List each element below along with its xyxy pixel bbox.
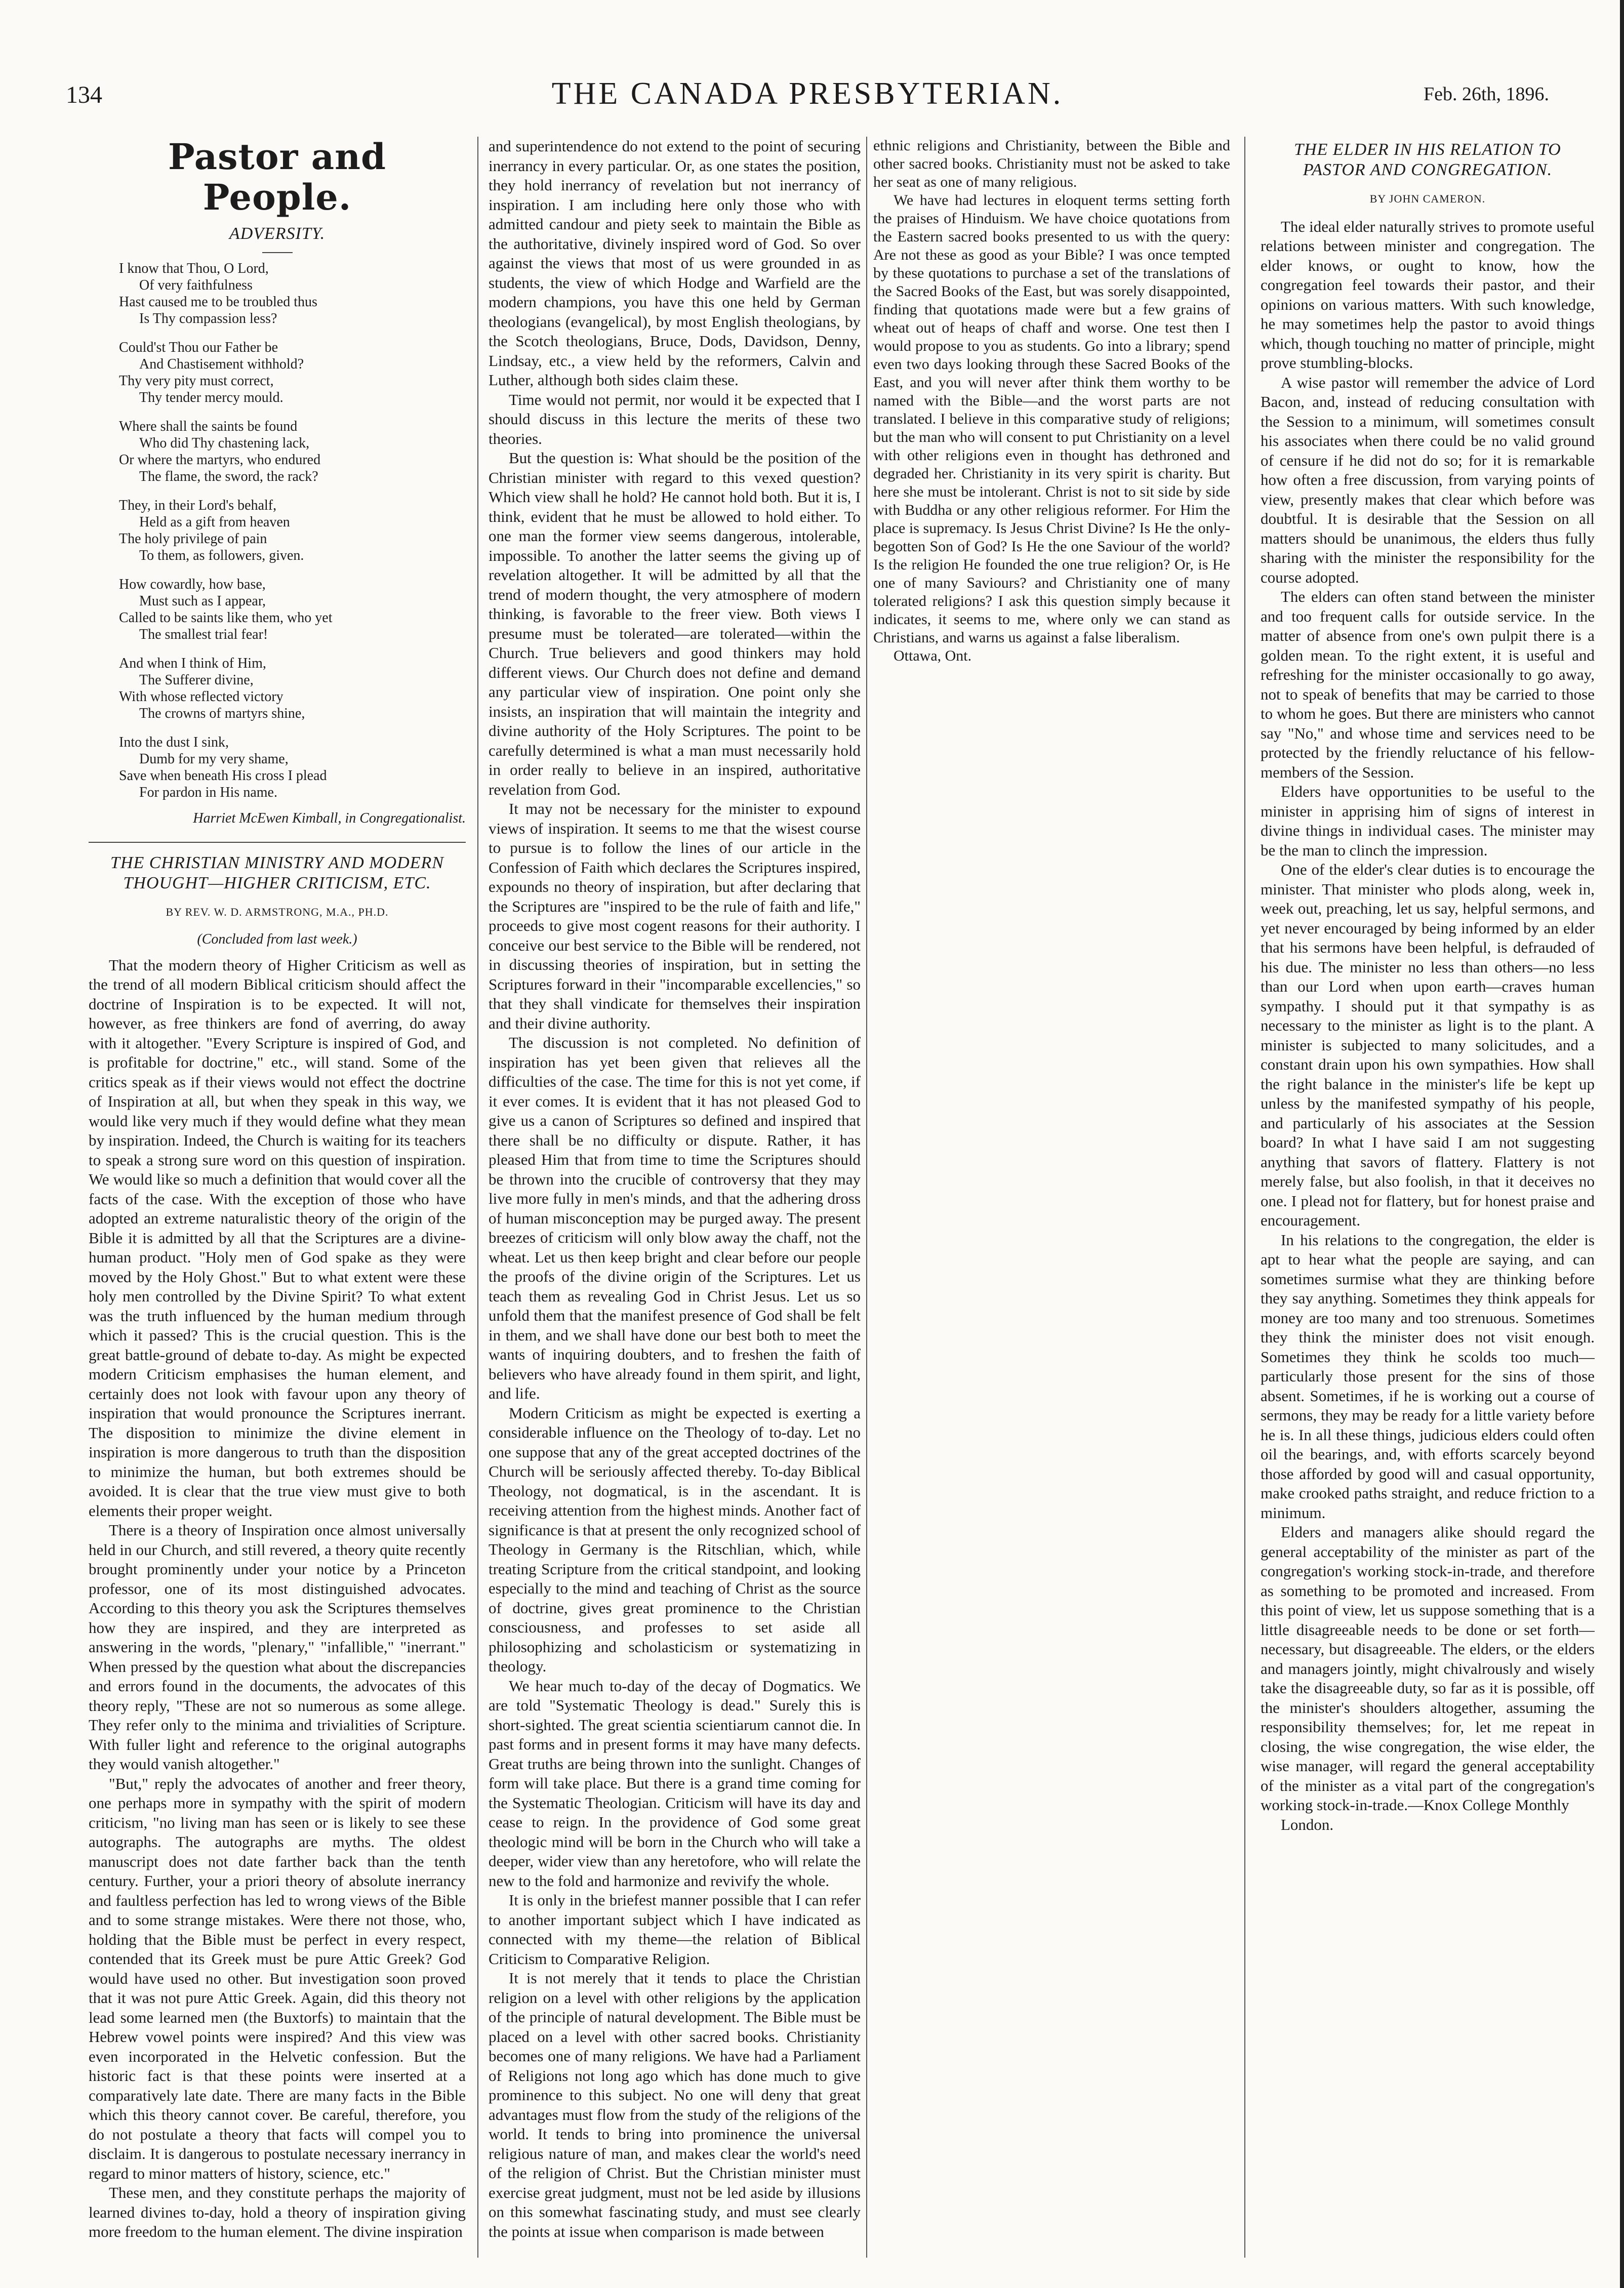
poem-line: The flame, the sword, the rack? — [139, 469, 318, 484]
poem-title: ADVERSITY. — [229, 224, 326, 243]
paragraph: ethnic religions and Christianity, between the Bible and other sacred books. Christianity must not be asked to take her seat as one of many religious. — [873, 137, 1230, 190]
poem-line: Thy tender mercy mould. — [139, 390, 283, 405]
poem-credit: Harriet McEwen Kimball, in Congregationalist. — [193, 810, 466, 826]
page-binding-edge — [1620, 0, 1624, 2288]
poem-line: Could'st Thou our Father be — [119, 340, 278, 355]
poem-line: The Sufferer divine, — [139, 672, 254, 688]
poem-line: And Chastisement withhold? — [139, 356, 304, 372]
column-rule — [866, 137, 867, 2258]
page-header — [66, 76, 1549, 121]
paragraph: "But," reply the advocates of another and freer theory, one perhaps more in sympathy with the spirit of modern criticism, "no living man has seen or is likely to see these autographs. The autographs are myths. The oldest manuscript does not date farther back than the tenth century. Further, your a priori theory of absolute inerrancy and faultless perfection has led to wrong views of the Bible and to some strange mistakes. Were there not those, who, holding that the Bible must be perfect in every respect, contended that its Greek must be pure Attic Greek? God would have used no other. But investigation soon proved that it was not pure Attic Greek. Again, did this theory not lead some learned men (the Buxtorfs) to maintain that the Hebrew vowel points were inspired? And this view was even incorporated in the Helvetic confession. But the historic fact is that these points were inserted at a comparatively late date. There are many facts in the Bible which this theory cannot cover. Be careful, therefore, you do not postulate a theory that facts will compel you to disclaim. It is dangerous to postulate necessary inerrancy in regard to minor matters of history, science, etc." — [89, 1774, 466, 2182]
department-heading: Pastor and People. — [168, 137, 386, 218]
paragraph: It is only in the briefest manner possible that I can refer to another important subject which I have indicated as connected with my theme—the relation of Biblical Criticism to Comparative Religion. — [489, 1891, 861, 1968]
poem-line: The crowns of martyrs shine, — [139, 706, 305, 721]
column-1 — [89, 137, 466, 2258]
paragraph: The ideal elder naturally strives to promote useful relations between minister and congregation. The elder knows, or ought to know, how the congregation feel towards their pastor, and their opinions on various matters. With such knowledge, he may sometimes help the pastor to avoid things which, though touching no matter of principle, might prove stumbling-blocks. — [1261, 217, 1595, 372]
poem-line: For pardon in His name. — [139, 785, 277, 800]
poem-line: How cowardly, how base, — [119, 577, 266, 592]
article-byline: BY JOHN CAMERON. — [1369, 192, 1486, 205]
poem-line: They, in their Lord's behalf, — [119, 498, 277, 513]
paragraph: We hear much to-day of the decay of Dogmatics. We are told "Systematic Theology is dead." Surely this is short-sighted. The great scientia scientiarum cannot die. In past forms and in present forms it may have many defects. Great truths are being thrown into the sunlight. Changes of form will take place. But there is a grand time coming for the Systematic Theologian. Criticism will have its day and cease to reign. In the providence of God some great theologic mind will be born in the Church who will take a deeper, wider view than any heretofore, who will relate the new to the fold and harmonize and revivify the whole. — [489, 1677, 861, 1890]
paragraph: and superintendence do not extend to the point of securing inerrancy in every particular. Or, as one states the position, they hold inerrancy of revelation but not inerrancy of inspiration. I am including here only those who with admitted candour and piety seek to maintain the Bible as the authoritative, divinely inspired word of God. So over against the views that most of us were grounded in as students, the view of which Hodge and Warfield are the modern champions, you have this one held by German theologians (evangelical), by most English theologians, by the Scotch theologians, Bruce, Dods, Davidson, Denny, Lindsay, etc., a view held by the reformers, Calvin and Luther, although both sides claim these. — [489, 137, 861, 389]
poem-stanza — [89, 734, 466, 801]
article-text — [873, 137, 1230, 665]
paragraph: The elders can often stand between the minister and too frequent calls for outside service. In the matter of absence from one's own pulpit there is a golden mean. To the right extent, it is useful and refreshing for the minister occasionally to go away, not to speak of benefits that may be carried to those to whom he goes. But there are ministers who cannot say "No," and whose time and services need to be protected by the friendly reluctance of his fellow-members of the Session. — [1261, 588, 1595, 781]
divider — [89, 842, 466, 843]
paragraph: Elders and managers alike should regard the general acceptability of the minister as part of the congregation's working stock-in-trade, and therefore as something to be promoted and increased. From this point of view, let us suppose something that is a little disagreeable needs to be done or set forth—necessary, but disagreeable. The elders, or the elders and managers jointly, might chivalrously and wisely take the disagreeable duty, so far as it is possible, off the minister's shoulders altogether, assuming the responsibility themselves; for, let me repeat in closing, the wise congregation, the wise elder, the wise manager, will regard the general acceptability of the minister as a vital part of the congregation's working stock-in-trade.—Knox College Monthly — [1261, 1523, 1595, 1814]
newspaper-title: THE CANADA PRESBYTERIAN. — [551, 76, 1064, 111]
poem-line: Called to be saints like them, who yet — [119, 610, 333, 626]
divider — [262, 252, 293, 253]
paragraph: It is not merely that it tends to place the Christian religion on a level with other religions by the application of the principle of natural development. The Bible must be placed on a level with other sacred books. Christianity becomes one of many religions. We have had a Parliament of Religions not long ago which has done much to give prominence to this subject. No one will deny that great advantages must flow from the study of the religions of the world. It tends to bring into prominence the universal religious nature of man, and makes clear the world's need of the religion of Christ. But the Christian minister must exercise great judgment, must not be led aside by illusions on this somewhat fascinating study, and must see clearly the points at issue when comparison is made between — [489, 1969, 861, 2240]
paragraph: The discussion is not completed. No definition of inspiration has yet been given that relieves all the difficulties of the case. The time for this is not yet come, if it ever comes. It is evident that it has not pleased God to give us a canon of Scriptures so defined and inspired that there shall be no difficulty or dispute. Rather, it has pleased Him that from time to time the Scriptures should be thrown into the crucible of controversy that they may live more fully in men's minds, and that the adhering dross of human misconception may be purged away. The present breezes of criticism will only blow away the chaff, not the wheat. Let us then keep bright and clear before our people the proofs of the divine origin of the Scriptures. Let us teach them as revealing God in Christ Jesus. Let us so unfold them that the manifest presence of God shall be felt in them, and we shall have done our best both to meet the wants of inquiring doubters, and to freshen the faith of believers who have already found in them spirit, and light, and life. — [489, 1034, 861, 1402]
continuation-note: (Concluded from last week.) — [197, 931, 357, 947]
paragraph: Time would not permit, nor would it be expected that I should discuss in this lecture the merits of these two theories. — [489, 390, 861, 447]
page-number: 134 — [66, 81, 102, 108]
poem-stanza — [89, 260, 466, 327]
article-title: THE CHRISTIAN MINISTRY AND MODERN THOUGHT—HIGHER CRITICISM, ETC. — [110, 853, 444, 892]
poem-line: With whose reflected victory — [119, 689, 283, 705]
paragraph: It may not be necessary for the minister to expound views of inspiration. It seems to me that the wisest course to pursue is to follow the lines of our article in the Confession of Faith which declares the Scriptures inspired, expounds no theory of inspiration, but after declaring that the Scriptures are "inspired to be the rule of faith and life," proceeds to give most cogent reasons for their authority. I conceive our best service to the Bible will be rendered, not in discussing theories of inspiration, but in setting the Scriptures forward in their "incomparable excellencies," so that they shall vindicate for themselves their inspiration and their divine authority. — [489, 800, 861, 1032]
poem-line: Held as a gift from heaven — [139, 514, 290, 530]
paragraph: There is a theory of Inspiration once almost universally held in our Church, and still revered, a theory quite recently brought prominently under your notice by a Princeton professor, one of its most distinguished advocates. According to this theory you ask the Scriptures themselves how they are inspired, and they are interpreted as answering in the words, "plenary," "infallible," "inerrant." When pressed by the question what about the discrepancies and errors found in the documents, the advocates of this theory reply, "These are not so numerous as some allege. They refer only to the minima and trivialities of Scripture. With fuller light and reference to the original autographs they would vanish altogether." — [89, 1521, 466, 1773]
paragraph: In his relations to the congregation, the elder is apt to hear what the people are saying, and can sometimes surmise what they are thinking before they say anything. Sometimes they think appeals for money are too many and too strenuous. Sometimes they think the minister does not visit enough. Sometimes they think he scolds too much—particularly those present for the sins of those absent. Sometimes, if he is working out a course of sermons, they may be ready for a little variety before he is. In all these things, judicious elders could often oil the bearings, and, with efforts scarcely beyond those afforded by good will and casual opportunity, make crooked paths straight, and reduce friction to a minimum. — [1261, 1231, 1595, 1522]
poem-line: The holy privilege of pain — [119, 531, 267, 547]
poem-stanza — [89, 339, 466, 406]
paragraph: Elders have opportunities to be useful to the minister in apprising him of signs of interest in divine things in individual cases. The minister may be the man to clinch the impression. — [1261, 783, 1595, 859]
poem-stanza — [89, 576, 466, 643]
poem-line: I know that Thou, O Lord, — [119, 261, 269, 276]
paragraph: But the question is: What should be the position of the Christian minister with regard to this vexed question? Which view shall he hold? He cannot hold both. But it is, I think, evident that he must be allowed to hold either. To one man the former view seems dangerous, intolerable, impossible. To another the latter seems the giving up of revelation altogether. It will be admitted by all that the trend of modern thought, the very atmosphere of modern thinking, is favorable to the freer view. Both views I presume must be tolerated—are tolerated—within the Church. True believers and good thinkers may hold different views. Our Church does not define and demand any particular view of inspiration. One point only she insists, an inspiration that will maintain the integrity and divine authority of the Holy Scriptures. The point to be carefully determined is what a man must necessarily hold in order really to believe in an inspired, authoritative revelation from God. — [489, 449, 861, 798]
poem-line: Must such as I appear, — [139, 593, 266, 609]
poem-body — [89, 260, 466, 801]
paragraph: One of the elder's clear duties is to encourage the minister. That minister who plods along, week in, week out, preaching, let us say, helpful sermons, and yet never encouraged by being informed by an elder that his sermons have been helpful, is defrauded of his due. The minister no less than others—no less than our Lord when upon earth—craves human sympathy. I should put it that sympathy is as necessary to the minister as light is to the plant. A minister is subjected to many solicitudes, and a constant drain upon his own sympathies. How shall the right balance in the minister's life be kept up unless by the manifested sympathy of his people, and particularly of his associates at the Session board? In what I have said I am not suggesting anything that savors of flattery. Flattery is not merely false, but also foolish, in that it deceives no one. I plead not for flattery, but for honest praise and encouragement. — [1261, 861, 1595, 1229]
poem-stanza — [89, 497, 466, 564]
column-4 — [1261, 137, 1595, 2258]
column-rule — [1244, 137, 1245, 2258]
poem-stanza — [89, 418, 466, 485]
column-2 — [489, 137, 861, 2258]
article-place: London. — [1281, 1815, 1334, 1833]
poem-line: Thy very pity must correct, — [119, 373, 274, 389]
paragraph: Modern Criticism as might be expected is exerting a considerable influence on the Theology of to-day. Let no one suppose that any of the great accepted doctrines of the Church will be seriously affected thereby. To-day Biblical Theology, not dogmatical, is in the ascendant. It is receiving attention from the highest minds. Another fact of significance is that at present the only recognized school of Theology in Germany is the Ritschlian, which, while treating Scripture from the critical standpoint, and looking especially to the mind and teaching of Christ as the source of doctrine, gives great prominence to the Christian consciousness, and professes to set aside all philosophizing and scholasticism or systematizing in theology. — [489, 1404, 861, 1675]
poem-line: Of very faithfulness — [139, 277, 253, 293]
poem-line: To them, as followers, given. — [139, 548, 304, 563]
article-text — [89, 956, 466, 2242]
paragraph: That the modern theory of Higher Criticism as well as the trend of all modern Biblical criticism should affect the doctrine of Inspiration is to be expected. It will not, however, as free thinkers are fond of averring, do away with it altogether. "Every Scripture is inspired of God, and is profitable for doctrine," etc., will stand. Some of the critics speak as if their views would not effect the doctrine of Inspiration at all, but when they speak in this way, we would like very much if they would define what they mean by inspiration. Indeed, the Church is waiting for its teachers to speak a strong sure word on this question of inspiration. We would like so much a definition that would cover all the facts of the case. With the exception of those who have adopted an extreme naturalistic theory of the origin of the Bible it is admitted by all that the Scriptures are a divine-human product. "Holy men of God spake as they were moved by the Holy Ghost." But to what extent were these holy men controlled by the Divine Spirit? To what extent was the truth influenced by the human medium through which it passed? This is the crucial question. This is the great battle-ground of debate to-day. As might be expected modern Criticism emphasises the human element, and certainly does not look with favour upon any theory of inspiration that would pronounce the Scriptures inerrant. The disposition to minimize the divine element in inspiration is more dangerous to truth than the disposition to minimize the human, but both extremes should be avoided. It is clear that the true view must give to both elements their proper weight. — [89, 956, 466, 1520]
paragraph: We have had lectures in eloquent terms setting forth the praises of Hinduism. We have choice quotations from the Eastern sacred books presented to us with the query: Are not these as good as your Bible? I was once tempted by these quotations to purchase a set of the translations of the Sacred Books of the East, but was sorely disappointed, finding that quotations made were but a few grains of wheat out of heaps of chaff and worse. One test then I would propose to you as students. Go into a library; spend even two days looking through these Sacred Books of the East, and you will never after think them worthy to be named with the Bible—and the worst parts are not translated. I believe in this comparative study of religions; but the man who will consent to put Christianity on a level with other religions even in thought has dethroned and degraded her. Christianity in its very spirit is charity. But here she must be intolerant. Christ is not to sit side by side with Buddha or any other religious reformer. For Him the place is supremacy. Is Jesus Christ Divine? Is He the only-begotten Son of God? Is He the one Saviour of the world? Is the religion He founded the one true religion? Or, is He one of many Saviours? and Christianity one of many tolerated religions? I ask this question simply because it indicates, it seems to me, where only we can stand as Christians, and warns us against a false liberalism. — [873, 192, 1230, 646]
article-title: THE ELDER IN HIS RELATION TO PASTOR AND CONGREGATION. — [1294, 140, 1561, 179]
poem-line: Save when beneath His cross I plead — [119, 768, 327, 784]
issue-date: Feb. 26th, 1896. — [1423, 84, 1549, 105]
paragraph: These men, and they constitute perhaps the majority of learned divines to-day, hold a theory of inspiration giving more freedom to the human element. The divine inspiration — [89, 2184, 466, 2240]
poem-line: Or where the martyrs, who endured — [119, 452, 321, 468]
poem-line: Is Thy compassion less? — [139, 311, 277, 326]
poem-line: Dumb for my very shame, — [139, 751, 289, 767]
article-byline: BY REV. W. D. ARMSTRONG, M.A., PH.D. — [166, 905, 389, 918]
poem-stanza — [89, 655, 466, 722]
column-rule — [477, 137, 478, 2258]
poem-line: Into the dust I sink, — [119, 734, 229, 750]
article-text — [1261, 217, 1595, 1835]
article-place: Ottawa, Ont. — [894, 647, 972, 664]
paragraph: A wise pastor will remember the advice of Lord Bacon, and, instead of reducing consultation with the Session to a minimum, will sometimes consult his associates when there could be no valid ground of censure if he did not do so; for it is remarkable how often a free discussion, from varying points of view, presently makes that clear which before was doubtful. It is desirable that the Session on all matters should be unanimous, the elders thus fully sharing with the minister the responsibility for the course adopted. — [1261, 373, 1595, 586]
poem-line: Hast caused me to be troubled thus — [119, 294, 317, 310]
column-3 — [873, 137, 1230, 2258]
article-text — [489, 137, 861, 2241]
poem-line: The smallest trial fear! — [139, 627, 268, 642]
poem-line: And when I think of Him, — [119, 656, 266, 671]
poem-line: Where shall the saints be found — [119, 419, 298, 434]
poem-line: Who did Thy chastening lack, — [139, 435, 310, 451]
